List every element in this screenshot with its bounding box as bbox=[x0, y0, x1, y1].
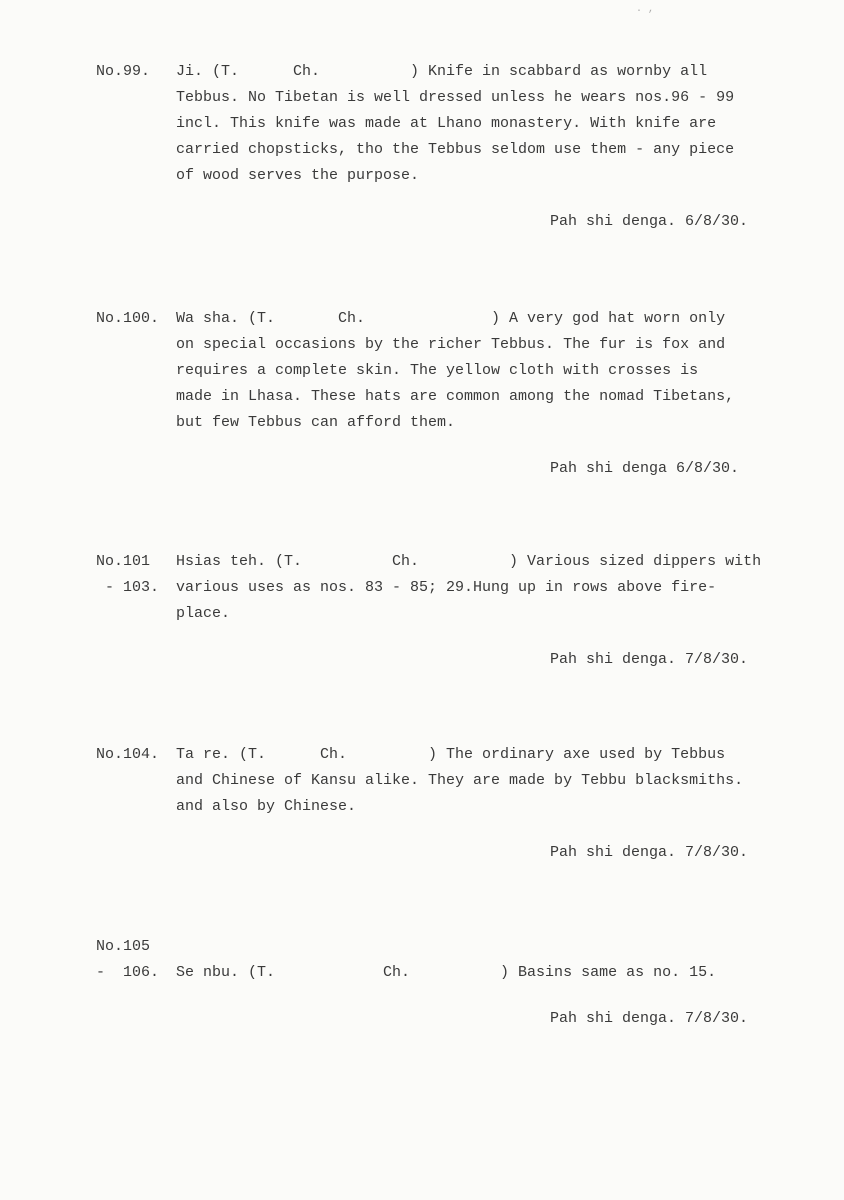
entry-line bbox=[0, 414, 844, 440]
entry-line bbox=[0, 964, 844, 990]
entry-line bbox=[0, 310, 844, 336]
entry-text: Ta re. (T. Ch. ) The ordinary axe used by Tebbus bbox=[176, 746, 726, 763]
entry-signature: Pah shi denga 6/8/30. bbox=[550, 460, 740, 477]
entry-line bbox=[0, 89, 844, 115]
entry-number: No.99. bbox=[96, 63, 151, 80]
entry-number: - 106. bbox=[96, 964, 160, 981]
entry-text: incl. This knife was made at Lhano monastery. With knife are bbox=[176, 115, 717, 132]
entry-line bbox=[0, 388, 844, 414]
entry-text: but few Tebbus can afford them. bbox=[176, 414, 456, 431]
entry-text: various uses as nos. 83 - 85; 29.Hung up in rows above fire- bbox=[176, 579, 717, 596]
entry-line bbox=[0, 141, 844, 167]
signature-line bbox=[0, 213, 844, 239]
entry-text: Se nbu. (T. Ch. ) Basins same as no. 15. bbox=[176, 964, 717, 981]
catalog-entry bbox=[0, 746, 844, 870]
entry-signature: Pah shi denga. 7/8/30. bbox=[550, 1010, 749, 1027]
entry-text: on special occasions by the richer Tebbus. The fur is fox and bbox=[176, 336, 726, 353]
entry-text: requires a complete skin. The yellow cloth with crosses is bbox=[176, 362, 699, 379]
entry-text: and Chinese of Kansu alike. They are made by Tebbu blacksmiths. bbox=[176, 772, 744, 789]
catalog-entry bbox=[0, 553, 844, 677]
entry-number: No.104. bbox=[96, 746, 160, 763]
entry-text: of wood serves the purpose. bbox=[176, 167, 420, 184]
entry-signature: Pah shi denga. 7/8/30. bbox=[550, 844, 749, 861]
entry-line bbox=[0, 115, 844, 141]
entry-text: and also by Chinese. bbox=[176, 798, 357, 815]
paper-speck: . , bbox=[636, 4, 655, 15]
entry-number: No.101 bbox=[96, 553, 151, 570]
catalog-entry bbox=[0, 938, 844, 1036]
catalog-entry bbox=[0, 63, 844, 239]
entry-text: Ji. (T. Ch. ) Knife in scabbard as wornby all bbox=[176, 63, 708, 80]
entry-text: place. bbox=[176, 605, 231, 622]
signature-line bbox=[0, 844, 844, 870]
entry-text: made in Lhasa. These hats are common among the nomad Tibetans, bbox=[176, 388, 735, 405]
entry-line bbox=[0, 553, 844, 579]
entry-line bbox=[0, 938, 844, 964]
entry-line bbox=[0, 579, 844, 605]
entry-line bbox=[0, 63, 844, 89]
entry-text: carried chopsticks, tho the Tebbus seldom use them - any piece bbox=[176, 141, 735, 158]
entry-line bbox=[0, 746, 844, 772]
entry-signature: Pah shi denga. 6/8/30. bbox=[550, 213, 749, 230]
entry-text: Wa sha. (T. Ch. ) A very god hat worn only bbox=[176, 310, 726, 327]
signature-line bbox=[0, 460, 844, 486]
signature-line bbox=[0, 1010, 844, 1036]
entry-line bbox=[0, 167, 844, 193]
entry-line bbox=[0, 772, 844, 798]
entry-number: No.100. bbox=[96, 310, 160, 327]
entry-number: No.105 bbox=[96, 938, 151, 955]
entry-text: Hsias teh. (T. Ch. ) Various sized dippers with bbox=[176, 553, 762, 570]
catalog-entry bbox=[0, 310, 844, 486]
entry-text: Tebbus. No Tibetan is well dressed unless he wears nos.96 - 99 bbox=[176, 89, 735, 106]
signature-line bbox=[0, 651, 844, 677]
entry-line bbox=[0, 605, 844, 631]
entry-line bbox=[0, 362, 844, 388]
entry-signature: Pah shi denga. 7/8/30. bbox=[550, 651, 749, 668]
entry-line bbox=[0, 798, 844, 824]
entry-number: - 103. bbox=[96, 579, 160, 596]
entry-line bbox=[0, 336, 844, 362]
